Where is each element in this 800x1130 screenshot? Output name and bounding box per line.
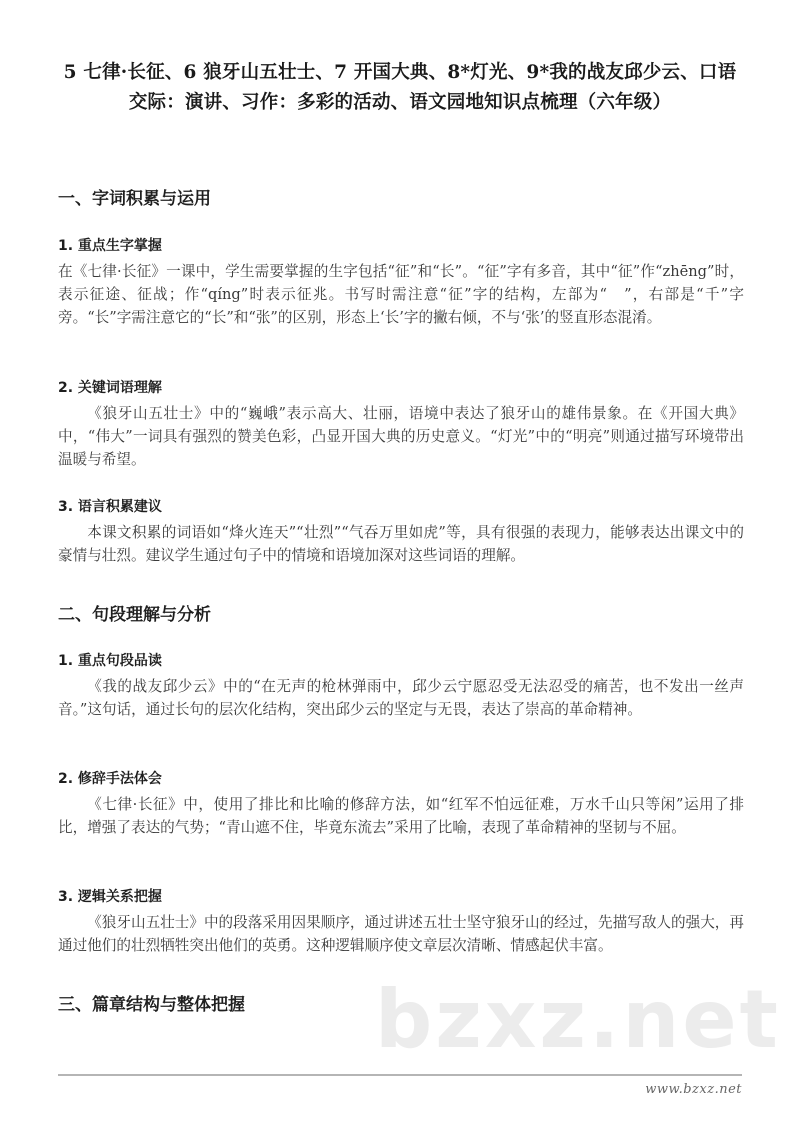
- paragraph-1-1: 在《七律·长征》一课中，学生需要掌握的生字包括“征”和“长”。“征”字有多音，其中“征”作“zhēng”时，表示征途、征战；作“qíng”时表示征兆。书写时需注意“征”字的结构，左部为“ ”，右部是“千”字旁。“长”字需注意它的“长”和“张”的区别，形态上‘长’字的撇右倾，不与‘张’的竖直形态混淆。: [58, 263, 744, 326]
- subsection-heading-2-2: 2. 修辞手法体会: [58, 771, 162, 787]
- subsection-heading-1-1: 1. 重点生字掌握: [58, 238, 162, 254]
- footer-divider: [58, 1074, 742, 1076]
- section-heading-3: 三、篇章结构与整体把握: [58, 995, 245, 1015]
- paragraph-1-3: 本课文积累的词语如“烽火连天”“壮烈”“气吞万里如虎”等，具有很强的表现力，能够表达出课文中的豪情与壮烈。建议学生通过句子中的情境和语境加深对这些词语的理解。: [58, 524, 744, 564]
- section-heading-2: 二、句段理解与分析: [58, 605, 211, 625]
- paragraph-2-3: 《狼牙山五壮士》中的段落采用因果顺序，通过讲述五壮士坚守狼牙山的经过，先描写敌人的强大，再通过他们的壮烈牺牲突出他们的英勇。这种逻辑顺序使文章层次清晰、情感起伏丰富。: [58, 914, 744, 954]
- subsection-heading-2-1: 1. 重点句段品读: [58, 653, 162, 669]
- section-heading-1: 一、字词积累与运用: [58, 189, 211, 209]
- subsection-heading-1-2: 2. 关键词语理解: [58, 380, 162, 396]
- subsection-heading-2-3: 3. 逻辑关系把握: [58, 889, 162, 905]
- paragraph-2-2: 《七律·长征》中，使用了排比和比喻的修辞方法，如“红军不怕远征难，万水千山只等闲”运用了排比，增强了表达的气势；“青山遮不住，毕竟东流去”采用了比喻，表现了革命精神的坚韧与不屈。: [58, 796, 744, 836]
- subsection-heading-1-3: 3. 语言积累建议: [58, 499, 162, 515]
- paragraph-1-2: 《狼牙山五壮士》中的“巍峨”表示高大、壮丽，语境中表达了狼牙山的雄伟景象。在《开国大典》中，“伟大”一词具有强烈的赞美色彩，凸显开国大典的历史意义。“灯光”中的“明亮”则通过描写环境带出温暖与希望。: [58, 405, 744, 468]
- watermark: bzxz.net: [375, 973, 781, 1066]
- document-title: 5 七律·长征、6 狼牙山五壮士、7 开国大典、8*灯光、9*我的战友邱少云、口语交际：演讲、习作：多彩的活动、语文园地知识点梳理（六年级）: [63, 62, 737, 113]
- footer-url: www.bzxz.net: [645, 1082, 742, 1097]
- paragraph-2-1: 《我的战友邱少云》中的“在无声的枪林弹雨中，邱少云宁愿忍受无法忍受的痛苦，也不发出一丝声音。”这句话，通过长句的层次化结构，突出邱少云的坚定与无畏，表达了崇高的革命精神。: [58, 678, 744, 718]
